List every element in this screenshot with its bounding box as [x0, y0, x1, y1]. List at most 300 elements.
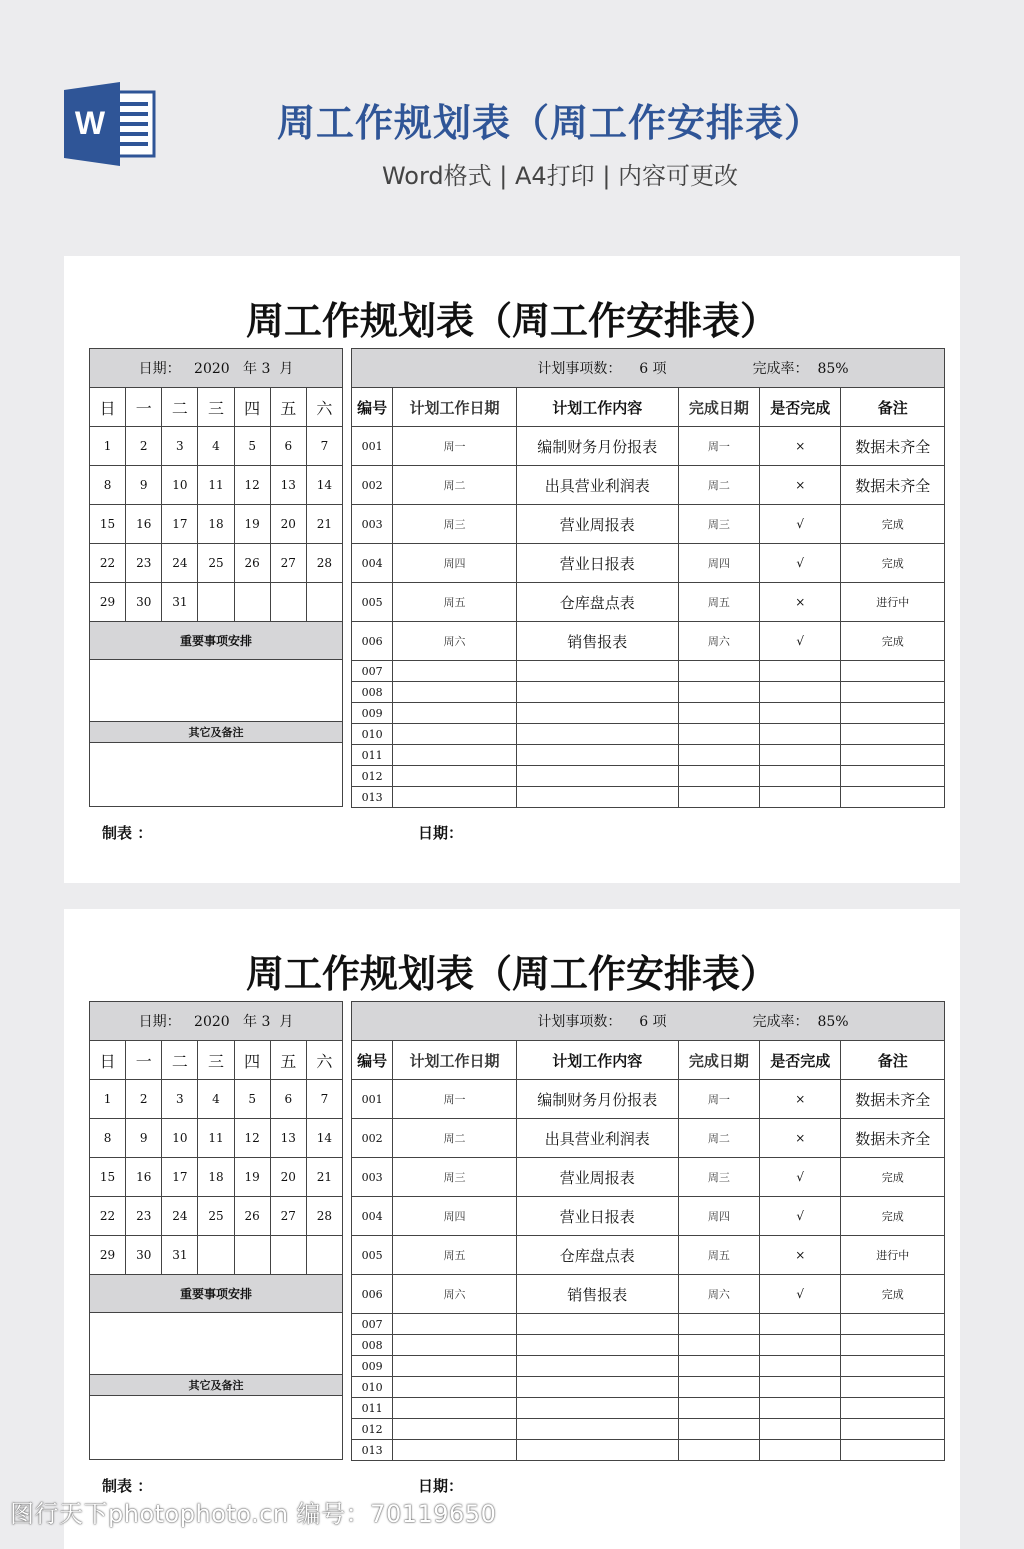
table-row — [352, 1398, 945, 1419]
column-header: 计划工作日期 — [393, 388, 517, 427]
completion-mark — [760, 745, 841, 766]
remark — [841, 682, 945, 703]
table-row — [352, 466, 945, 505]
remark — [841, 1419, 945, 1440]
item-number: 009 — [352, 1356, 393, 1377]
remark — [841, 787, 945, 808]
completion-mark — [760, 1335, 841, 1356]
finish-day — [678, 787, 759, 808]
weekday-cell: 六 — [306, 388, 342, 427]
finish-day — [678, 703, 759, 724]
calendar-day: 21 — [306, 505, 342, 544]
remark — [841, 661, 945, 682]
sheet-page — [64, 909, 960, 1549]
finish-day: 周二 — [678, 1119, 759, 1158]
completion-mark — [760, 703, 841, 724]
table-row — [352, 1314, 945, 1335]
calendar-day: 6 — [270, 1080, 306, 1119]
remark: 完成 — [841, 622, 945, 661]
item-number: 011 — [352, 1398, 393, 1419]
work-content — [516, 1398, 678, 1419]
remark — [841, 1377, 945, 1398]
table-row — [352, 1119, 945, 1158]
other-notes-area — [90, 1396, 343, 1460]
item-number: 010 — [352, 724, 393, 745]
item-number: 013 — [352, 1440, 393, 1461]
column-header: 编号 — [352, 388, 393, 427]
calendar-day: 5 — [234, 1080, 270, 1119]
remark: 数据未齐全 — [841, 427, 945, 466]
year-value: 2020 — [194, 361, 230, 377]
calendar-day: 25 — [198, 544, 234, 583]
calendar-day: 29 — [90, 1236, 126, 1275]
other-notes-label: 其它及备注 — [90, 1375, 343, 1396]
table-row — [352, 703, 945, 724]
column-header: 完成日期 — [678, 388, 759, 427]
table-row — [352, 622, 945, 661]
item-number: 008 — [352, 1335, 393, 1356]
calendar-day: 3 — [162, 427, 198, 466]
item-number: 005 — [352, 583, 393, 622]
planned-day — [393, 745, 517, 766]
work-content — [516, 766, 678, 787]
calendar-day: 19 — [234, 505, 270, 544]
year-suffix: 年 — [243, 361, 258, 377]
weekday-cell: 二 — [162, 1041, 198, 1080]
calendar-day: 26 — [234, 1197, 270, 1236]
calendar-table — [89, 348, 343, 807]
table-row — [352, 1377, 945, 1398]
calendar-day: 7 — [306, 427, 342, 466]
planned-day — [393, 1335, 517, 1356]
table-row — [352, 1236, 945, 1275]
item-number: 003 — [352, 1158, 393, 1197]
calendar-day: 31 — [162, 583, 198, 622]
calendar-day: 15 — [90, 1158, 126, 1197]
footer-date-label: 日期： — [418, 1477, 464, 1495]
watermark: 图行天下photophoto.cn 编号：70119650 — [10, 1500, 497, 1528]
finish-day: 周六 — [678, 622, 759, 661]
work-content — [516, 661, 678, 682]
calendar-header — [90, 349, 343, 388]
calendar-day: 11 — [198, 466, 234, 505]
calendar-day: 8 — [90, 1119, 126, 1158]
calendar-day: 10 — [162, 1119, 198, 1158]
banner-subtitle: Word格式 | A4打印 | 内容可更改 — [381, 162, 739, 190]
column-header: 计划工作内容 — [516, 1041, 678, 1080]
calendar-day: 8 — [90, 466, 126, 505]
item-number: 011 — [352, 745, 393, 766]
work-content — [516, 1377, 678, 1398]
completion-mark: × — [760, 1080, 841, 1119]
remark: 完成 — [841, 1197, 945, 1236]
work-content: 营业周报表 — [516, 505, 678, 544]
calendar-day: 22 — [90, 544, 126, 583]
important-items-label: 重要事项安排 — [90, 622, 343, 660]
remark: 进行中 — [841, 1236, 945, 1275]
item-number: 001 — [352, 427, 393, 466]
footer-date-label: 日期： — [418, 824, 464, 842]
work-content — [516, 1356, 678, 1377]
table-row — [352, 1080, 945, 1119]
work-content: 销售报表 — [516, 1275, 678, 1314]
calendar-day: 15 — [90, 505, 126, 544]
finish-day — [678, 1356, 759, 1377]
finish-day — [678, 1314, 759, 1335]
remark — [841, 766, 945, 787]
remark: 数据未齐全 — [841, 1080, 945, 1119]
calendar-day: 27 — [270, 544, 306, 583]
remark — [841, 1335, 945, 1356]
weekday-cell: 一 — [126, 388, 162, 427]
planned-day: 周二 — [393, 1119, 517, 1158]
calendar-day: 18 — [198, 505, 234, 544]
completion-mark — [760, 766, 841, 787]
word-icon — [64, 82, 156, 166]
item-number: 006 — [352, 1275, 393, 1314]
weekday-cell: 一 — [126, 1041, 162, 1080]
weekday-cell: 日 — [90, 1041, 126, 1080]
calendar-day: 31 — [162, 1236, 198, 1275]
plan-table — [351, 348, 945, 808]
item-number: 007 — [352, 661, 393, 682]
table-row — [352, 661, 945, 682]
calendar-day: 14 — [306, 466, 342, 505]
work-content: 仓库盘点表 — [516, 1236, 678, 1275]
remark — [841, 1440, 945, 1461]
planned-day: 周五 — [393, 1236, 517, 1275]
calendar-day: 13 — [270, 466, 306, 505]
table-row — [352, 724, 945, 745]
completion-mark — [760, 1398, 841, 1419]
calendar-day: 7 — [306, 1080, 342, 1119]
weekday-cell: 四 — [234, 1041, 270, 1080]
completion-mark — [760, 1440, 841, 1461]
work-content — [516, 745, 678, 766]
work-content — [516, 1440, 678, 1461]
planned-day — [393, 1419, 517, 1440]
plan-header — [352, 349, 945, 388]
calendar-day — [270, 1236, 306, 1275]
item-number: 002 — [352, 466, 393, 505]
calendar-day: 19 — [234, 1158, 270, 1197]
date-label: 日期： — [138, 1014, 181, 1030]
planned-day — [393, 661, 517, 682]
calendar-day: 10 — [162, 466, 198, 505]
calendar-day: 28 — [306, 1197, 342, 1236]
calendar-day: 24 — [162, 544, 198, 583]
planned-day — [393, 1398, 517, 1419]
weekday-cell: 二 — [162, 388, 198, 427]
table-row — [352, 1335, 945, 1356]
weekday-cell: 四 — [234, 388, 270, 427]
remark — [841, 703, 945, 724]
calendar-day — [270, 583, 306, 622]
column-header: 计划工作内容 — [516, 388, 678, 427]
item-number: 003 — [352, 505, 393, 544]
item-number: 006 — [352, 622, 393, 661]
calendar-day — [234, 1236, 270, 1275]
item-number: 009 — [352, 703, 393, 724]
remark: 完成 — [841, 1275, 945, 1314]
item-number: 007 — [352, 1314, 393, 1335]
calendar-table — [89, 1001, 343, 1460]
month-value: 3 — [261, 361, 271, 377]
work-content: 营业日报表 — [516, 1197, 678, 1236]
planned-day — [393, 1377, 517, 1398]
column-header: 计划工作日期 — [393, 1041, 517, 1080]
column-header: 是否完成 — [760, 1041, 841, 1080]
finish-day — [678, 1377, 759, 1398]
completion-mark — [760, 661, 841, 682]
calendar-day: 2 — [126, 427, 162, 466]
plan-count-label: 计划事项数： — [537, 1014, 622, 1030]
calendar-day: 3 — [162, 1080, 198, 1119]
completion-label: 完成率： — [752, 1014, 809, 1030]
item-number: 010 — [352, 1377, 393, 1398]
calendar-day: 30 — [126, 1236, 162, 1275]
completion-mark: × — [760, 1236, 841, 1275]
calendar-day: 18 — [198, 1158, 234, 1197]
finish-day: 周四 — [678, 544, 759, 583]
calendar-day: 25 — [198, 1197, 234, 1236]
calendar-day: 30 — [126, 583, 162, 622]
other-notes-label: 其它及备注 — [90, 722, 343, 743]
table-row — [352, 1419, 945, 1440]
completion-rate: 85% — [817, 1014, 849, 1030]
calendar-day: 24 — [162, 1197, 198, 1236]
calendar-day: 16 — [126, 1158, 162, 1197]
completion-mark — [760, 1377, 841, 1398]
item-number: 005 — [352, 1236, 393, 1275]
item-number: 004 — [352, 544, 393, 583]
planned-day — [393, 682, 517, 703]
calendar-day — [306, 1236, 342, 1275]
year-value: 2020 — [194, 1014, 230, 1030]
weekday-cell: 日 — [90, 388, 126, 427]
finish-day — [678, 724, 759, 745]
column-header: 备注 — [841, 388, 945, 427]
calendar-day: 20 — [270, 1158, 306, 1197]
finish-day: 周三 — [678, 505, 759, 544]
calendar-day: 9 — [126, 1119, 162, 1158]
item-number: 013 — [352, 787, 393, 808]
work-content — [516, 682, 678, 703]
completion-mark — [760, 1314, 841, 1335]
item-number: 004 — [352, 1197, 393, 1236]
logo-letter: W — [74, 105, 106, 141]
month-suffix: 月 — [279, 1014, 294, 1030]
work-content — [516, 1314, 678, 1335]
work-content: 仓库盘点表 — [516, 583, 678, 622]
remark: 数据未齐全 — [841, 466, 945, 505]
completion-mark — [760, 1356, 841, 1377]
finish-day — [678, 766, 759, 787]
table-row — [352, 583, 945, 622]
finish-day: 周一 — [678, 427, 759, 466]
important-items-label: 重要事项安排 — [90, 1275, 343, 1313]
other-notes-area — [90, 743, 343, 807]
remark: 完成 — [841, 544, 945, 583]
calendar-day: 13 — [270, 1119, 306, 1158]
planned-day — [393, 787, 517, 808]
table-row — [352, 682, 945, 703]
completion-mark: × — [760, 583, 841, 622]
completion-mark: × — [760, 1119, 841, 1158]
table-row — [352, 505, 945, 544]
completion-mark: × — [760, 427, 841, 466]
table-row — [352, 427, 945, 466]
completion-mark: √ — [760, 544, 841, 583]
calendar-day: 28 — [306, 544, 342, 583]
planned-day: 周三 — [393, 1158, 517, 1197]
sheet-page — [64, 256, 960, 883]
planned-day: 周二 — [393, 466, 517, 505]
calendar-day: 4 — [198, 1080, 234, 1119]
work-content: 出具营业利润表 — [516, 466, 678, 505]
completion-rate: 85% — [817, 361, 849, 377]
column-header: 编号 — [352, 1041, 393, 1080]
completion-mark — [760, 682, 841, 703]
calendar-day: 16 — [126, 505, 162, 544]
calendar-day — [234, 583, 270, 622]
planned-day: 周四 — [393, 544, 517, 583]
table-row — [352, 1197, 945, 1236]
calendar-day: 1 — [90, 1080, 126, 1119]
work-content: 出具营业利润表 — [516, 1119, 678, 1158]
plan-header — [352, 1002, 945, 1041]
item-number: 001 — [352, 1080, 393, 1119]
item-number: 002 — [352, 1119, 393, 1158]
work-content: 营业周报表 — [516, 1158, 678, 1197]
remark — [841, 745, 945, 766]
remark — [841, 724, 945, 745]
column-header: 是否完成 — [760, 388, 841, 427]
important-items-area — [90, 1313, 343, 1375]
planned-day: 周一 — [393, 1080, 517, 1119]
weekday-cell: 三 — [198, 1041, 234, 1080]
calendar-day: 27 — [270, 1197, 306, 1236]
planned-day — [393, 766, 517, 787]
remark: 完成 — [841, 1158, 945, 1197]
calendar-day: 11 — [198, 1119, 234, 1158]
table-gap — [343, 1001, 351, 1458]
calendar-day: 17 — [162, 505, 198, 544]
year-suffix: 年 — [243, 1014, 258, 1030]
completion-mark: √ — [760, 505, 841, 544]
remark — [841, 1398, 945, 1419]
calendar-day: 23 — [126, 544, 162, 583]
calendar-day: 6 — [270, 427, 306, 466]
remark: 数据未齐全 — [841, 1119, 945, 1158]
weekday-cell: 六 — [306, 1041, 342, 1080]
table-gap — [343, 348, 351, 805]
calendar-day: 17 — [162, 1158, 198, 1197]
calendar-day: 12 — [234, 466, 270, 505]
work-content — [516, 724, 678, 745]
calendar-day: 14 — [306, 1119, 342, 1158]
calendar-day — [198, 583, 234, 622]
table-row — [352, 766, 945, 787]
completion-mark: × — [760, 466, 841, 505]
column-header: 备注 — [841, 1041, 945, 1080]
weekday-cell: 五 — [270, 388, 306, 427]
finish-day — [678, 1398, 759, 1419]
remark: 完成 — [841, 505, 945, 544]
work-content — [516, 703, 678, 724]
finish-day — [678, 1335, 759, 1356]
finish-day: 周五 — [678, 583, 759, 622]
table-row — [352, 1356, 945, 1377]
calendar-day: 12 — [234, 1119, 270, 1158]
work-content — [516, 1419, 678, 1440]
planned-day: 周六 — [393, 622, 517, 661]
calendar-day — [198, 1236, 234, 1275]
calendar-header — [90, 1002, 343, 1041]
work-content — [516, 787, 678, 808]
calendar-day: 26 — [234, 544, 270, 583]
item-number: 012 — [352, 766, 393, 787]
weekday-cell: 五 — [270, 1041, 306, 1080]
completion-mark: √ — [760, 622, 841, 661]
planned-day — [393, 1356, 517, 1377]
completion-mark: √ — [760, 1275, 841, 1314]
table-row — [352, 1275, 945, 1314]
work-content: 编制财务月份报表 — [516, 1080, 678, 1119]
planned-day — [393, 724, 517, 745]
remark — [841, 1314, 945, 1335]
calendar-day — [306, 583, 342, 622]
planned-day — [393, 703, 517, 724]
plan-count-label: 计划事项数： — [537, 361, 622, 377]
sheet-title: 周工作规划表（周工作安排表） — [245, 298, 778, 343]
month-value: 3 — [261, 1014, 271, 1030]
banner-title: 周工作规划表（周工作安排表） — [276, 101, 823, 145]
completion-mark — [760, 1419, 841, 1440]
calendar-day: 20 — [270, 505, 306, 544]
planned-day: 周四 — [393, 1197, 517, 1236]
calendar-day: 2 — [126, 1080, 162, 1119]
weekday-cell: 三 — [198, 388, 234, 427]
calendar-day: 4 — [198, 427, 234, 466]
finish-day — [678, 1419, 759, 1440]
finish-day: 周五 — [678, 1236, 759, 1275]
finish-day — [678, 745, 759, 766]
finish-day: 周六 — [678, 1275, 759, 1314]
completion-mark — [760, 724, 841, 745]
calendar-day: 1 — [90, 427, 126, 466]
planned-day: 周六 — [393, 1275, 517, 1314]
finish-day: 周二 — [678, 466, 759, 505]
remark: 进行中 — [841, 583, 945, 622]
column-header: 完成日期 — [678, 1041, 759, 1080]
completion-mark: √ — [760, 1197, 841, 1236]
finish-day: 周一 — [678, 1080, 759, 1119]
planned-day — [393, 1314, 517, 1335]
month-suffix: 月 — [279, 361, 294, 377]
work-content — [516, 1335, 678, 1356]
table-row — [352, 1440, 945, 1461]
calendar-day: 22 — [90, 1197, 126, 1236]
important-items-area — [90, 660, 343, 722]
plan-count-value: 6 项 — [639, 1014, 667, 1030]
planned-day: 周五 — [393, 583, 517, 622]
calendar-day: 9 — [126, 466, 162, 505]
planned-day: 周三 — [393, 505, 517, 544]
planned-day: 周一 — [393, 427, 517, 466]
date-label: 日期： — [138, 361, 181, 377]
calendar-day: 23 — [126, 1197, 162, 1236]
